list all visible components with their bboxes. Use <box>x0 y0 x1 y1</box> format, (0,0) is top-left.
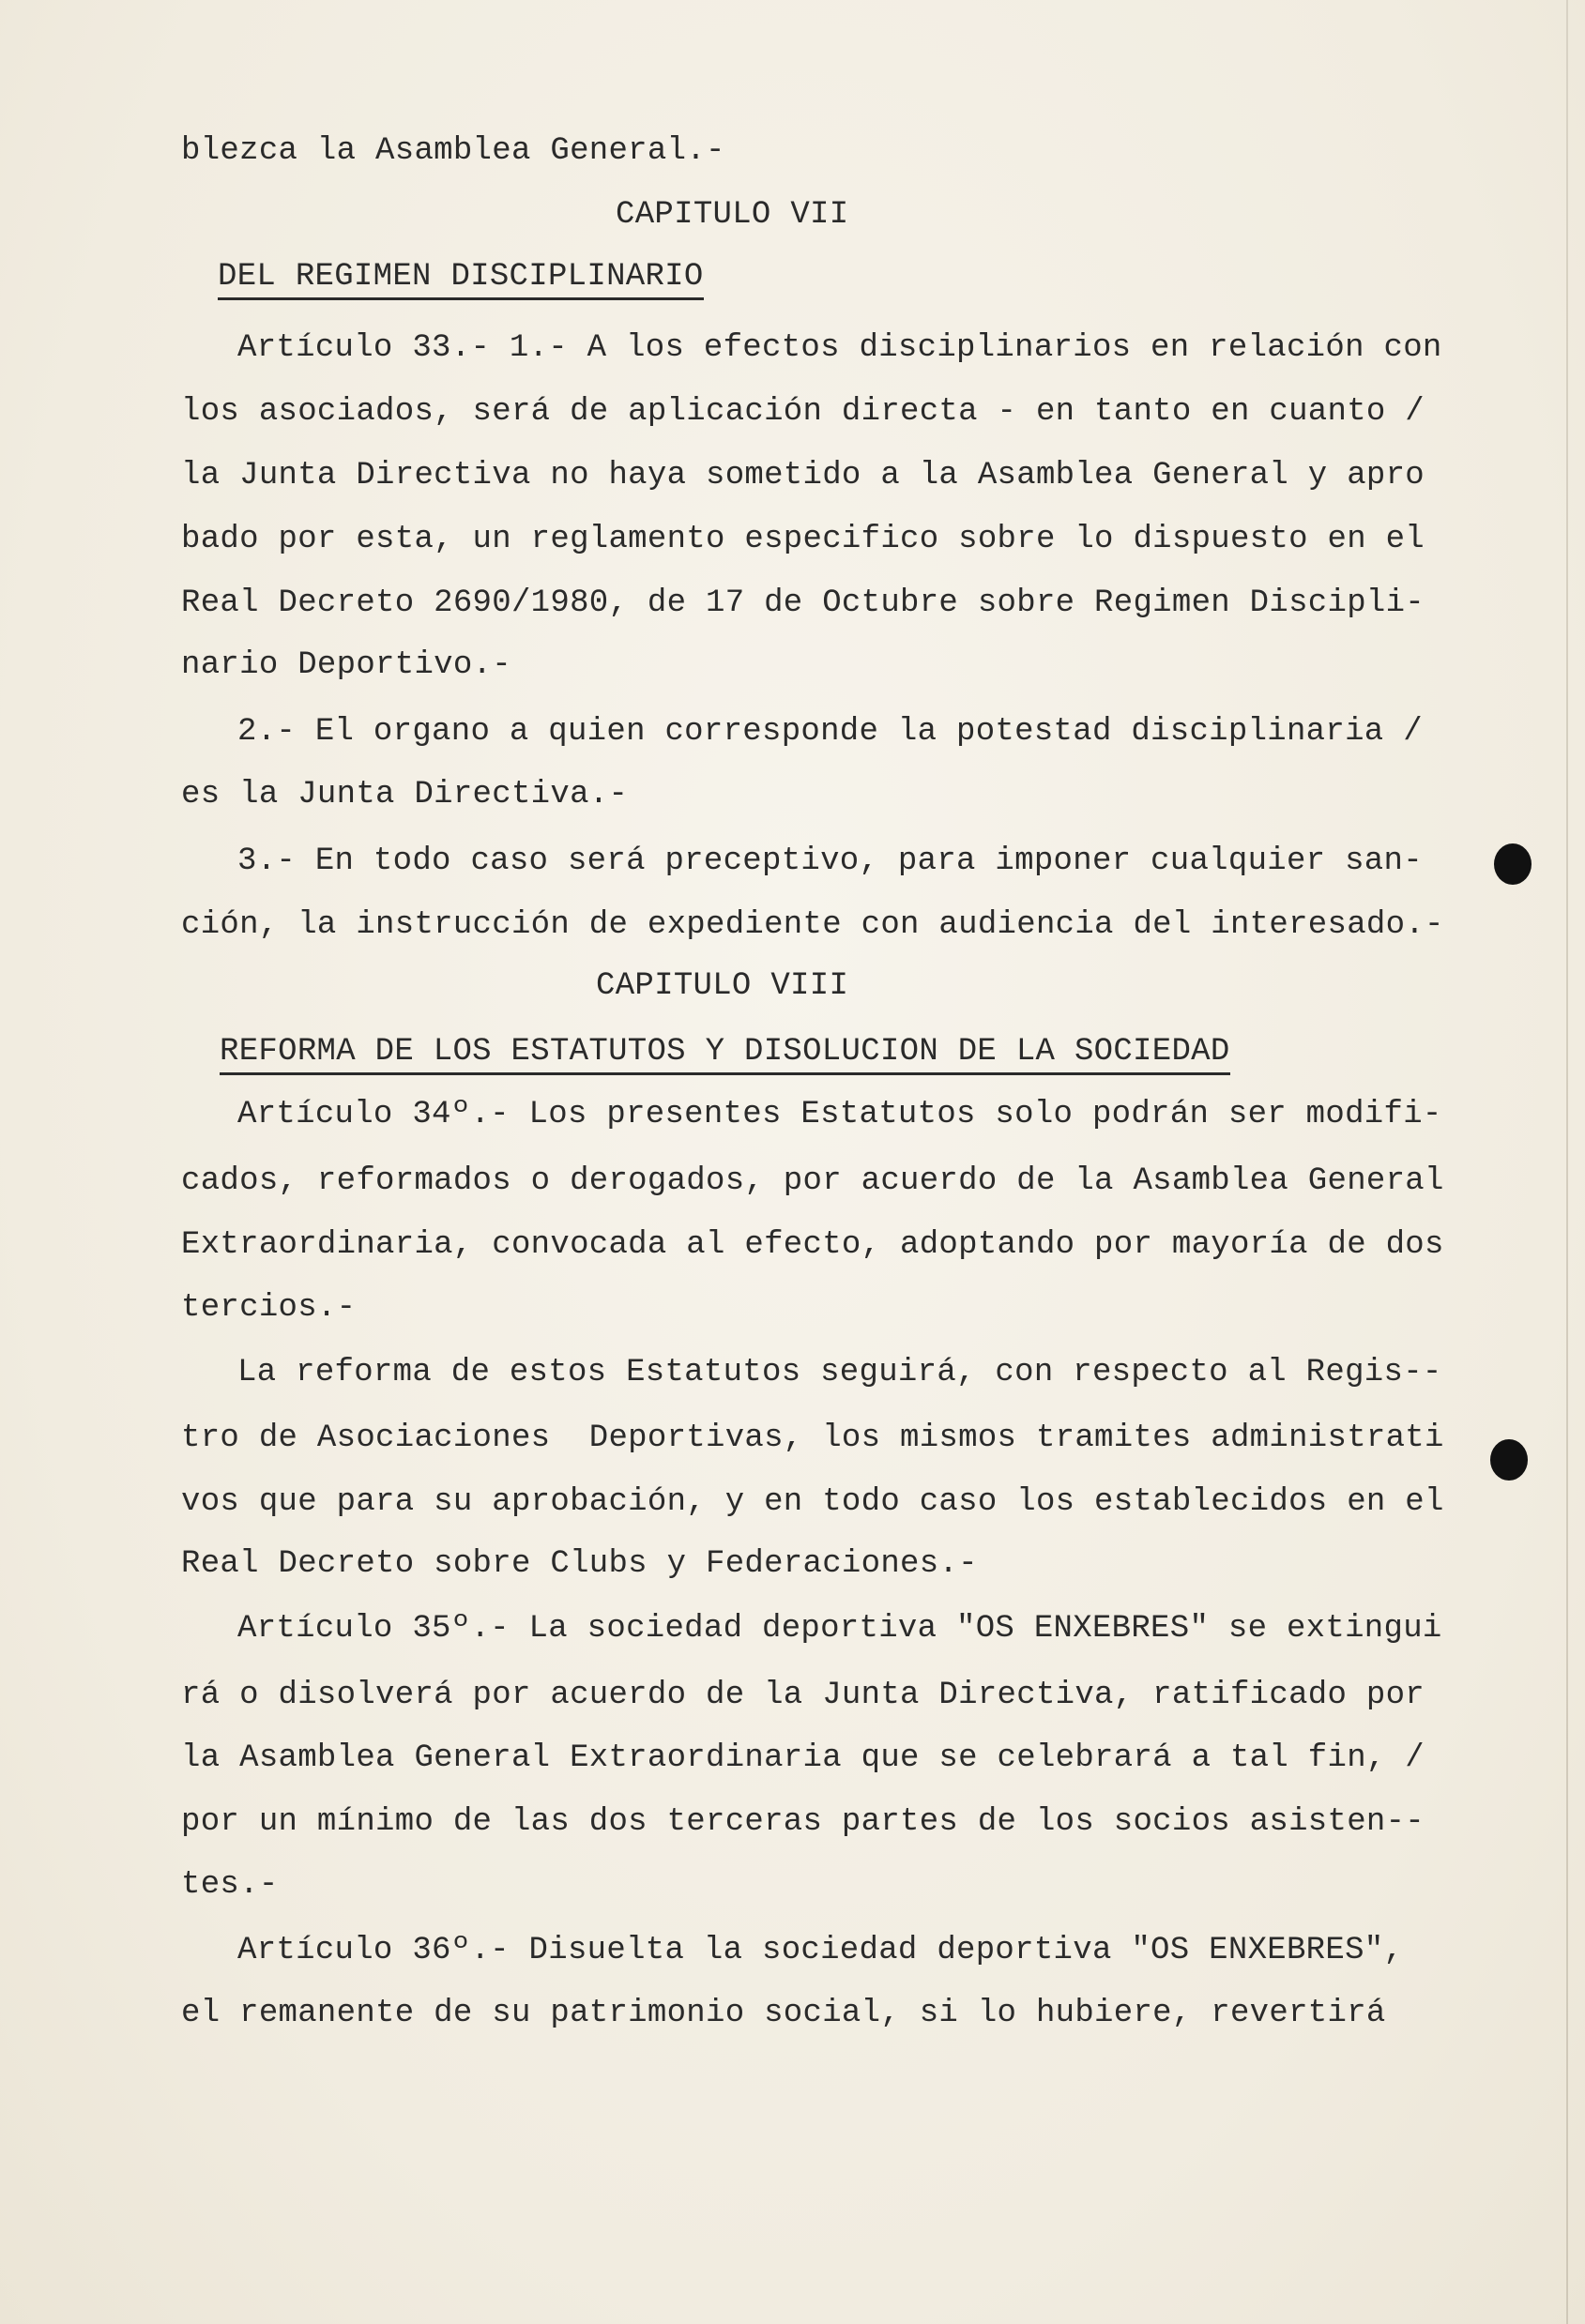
text-line: La reforma de estos Estatutos seguirá, con respecto al Regis-- <box>237 1355 1442 1390</box>
text-line: la Junta Directiva no haya sometido a la Asamblea General y apro <box>181 458 1425 494</box>
text-line: nario Deportivo.- <box>181 647 511 683</box>
punch-hole-icon <box>1494 843 1532 885</box>
text-line: por un mínimo de las dos terceras partes de los socios asisten-- <box>181 1804 1425 1840</box>
text-line: el remanente de su patrimonio social, si lo hubiere, revertirá <box>181 1996 1386 2031</box>
text-line: blezca la Asamblea General.- <box>181 133 725 169</box>
chapter-heading: CAPITULO VIII <box>596 968 849 1004</box>
text-line: cados, reformados o derogados, por acuerdo de la Asamblea General <box>181 1163 1444 1199</box>
punch-hole-icon <box>1490 1439 1528 1481</box>
text-line: tes.- <box>181 1867 279 1903</box>
text-line: 3.- En todo caso será preceptivo, para imponer cualquier san- <box>237 843 1423 879</box>
page-edge <box>1566 0 1568 2324</box>
text-line: Real Decreto 2690/1980, de 17 de Octubre sobre Regimen Discipli- <box>181 585 1425 621</box>
text-line: 2.- El organo a quien corresponde la potestad disciplinaria / <box>237 714 1423 750</box>
text-line: es la Junta Directiva.- <box>181 777 629 813</box>
text-line: rá o disolverá por acuerdo de la Junta Directiva, ratificado por <box>181 1678 1425 1713</box>
text-line: tercios.- <box>181 1290 357 1326</box>
text-line: vos que para su aprobación, y en todo caso los establecidos en el <box>181 1484 1444 1520</box>
text-line: Real Decreto sobre Clubs y Federaciones.- <box>181 1546 978 1582</box>
text-line: Extraordinaria, convocada al efecto, adoptando por mayoría de dos <box>181 1227 1444 1263</box>
text-line: tro de Asociaciones Deportivas, los mismos tramites administrati <box>181 1420 1444 1456</box>
chapter-heading: CAPITULO VII <box>616 197 849 233</box>
text-line: ción, la instrucción de expediente con audiencia del interesado.- <box>181 907 1444 943</box>
section-heading: REFORMA DE LOS ESTATUTOS Y DISOLUCION DE LA SOCIEDAD <box>220 1033 1230 1075</box>
text-line: los asociados, será de aplicación directa - en tanto en cuanto / <box>181 394 1425 430</box>
article-line: Artículo 36º.- Disuelta la sociedad deportiva "OS ENXEBRES", <box>237 1933 1404 1968</box>
article-line: Artículo 34º.- Los presentes Estatutos solo podrán ser modifi- <box>237 1097 1442 1132</box>
article-line: Artículo 35º.- La sociedad deportiva "OS ENXEBRES" se extingui <box>237 1611 1442 1647</box>
article-line: Artículo 33.- 1.- A los efectos disciplinarios en relación con <box>237 330 1442 366</box>
text-line: la Asamblea General Extraordinaria que se celebrará a tal fin, / <box>181 1740 1425 1776</box>
text-line: bado por esta, un reglamento especifico sobre lo dispuesto en el <box>181 522 1425 557</box>
section-heading: DEL REGIMEN DISCIPLINARIO <box>218 258 704 300</box>
